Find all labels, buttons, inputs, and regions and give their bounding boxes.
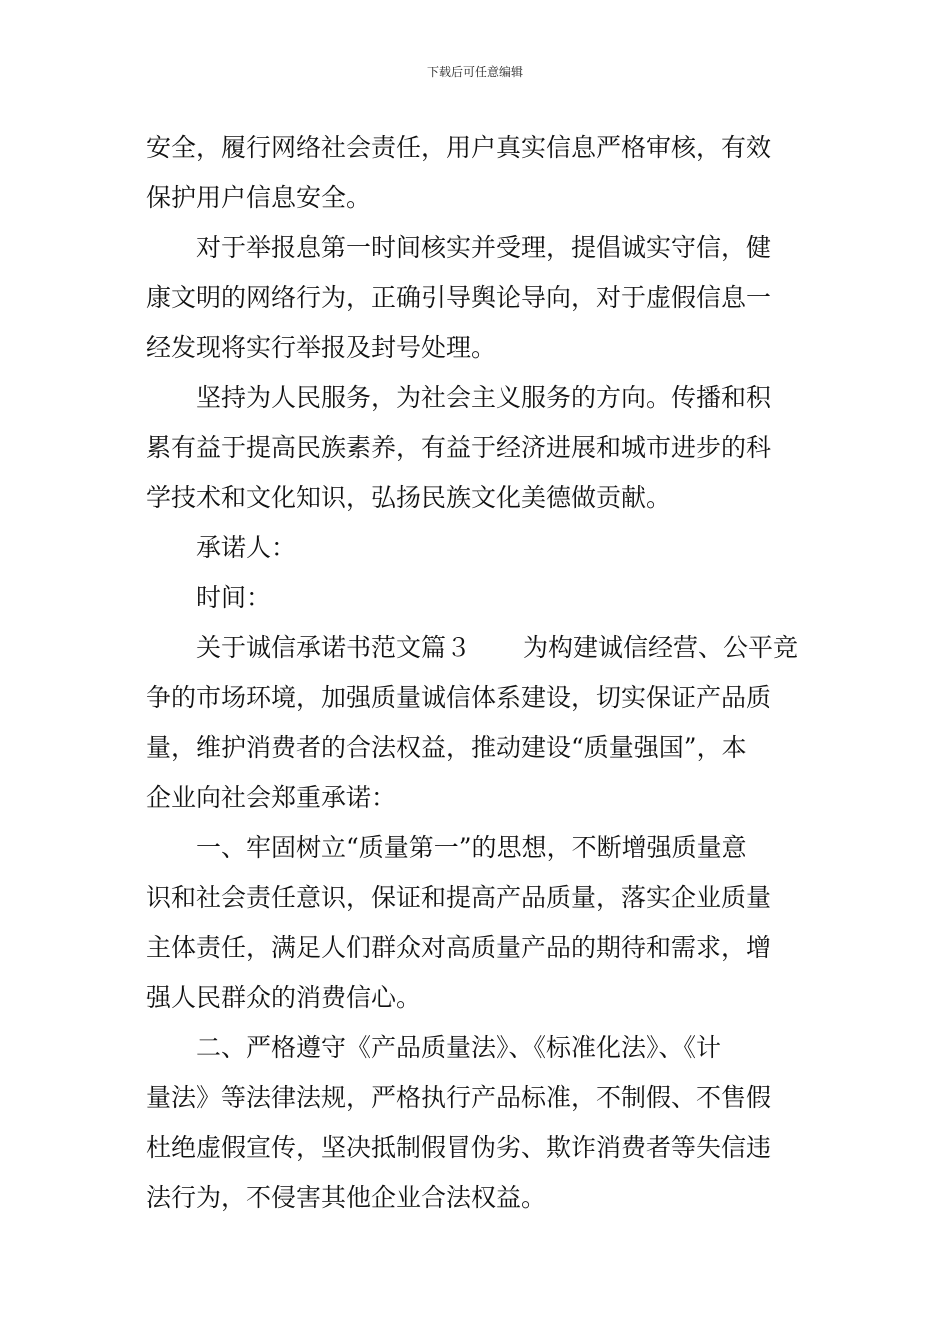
text-line: 量法》等法律法规，严格执行产品标准，不制假、不售假	[146, 1083, 772, 1112]
signer-label: 承诺人：	[196, 533, 297, 562]
date-label: 时间：	[196, 583, 272, 612]
text-line: 识和社会责任意识，保证和提高产品质量，落实企业质量	[146, 883, 772, 912]
text-line: 安全，履行网络社会责任，用户真实信息严格审核，有效	[146, 133, 772, 162]
text-line: 企业向社会郑重承诺：	[146, 783, 397, 812]
text-line: 保护用户信息安全。	[146, 183, 372, 212]
text-line: 强人民群众的消费信心。	[146, 983, 422, 1012]
text-line: 主体责任，满足人们群众对高质量产品的期待和需求，增	[146, 933, 772, 962]
text-line: 对于举报息第一时间核实并受理，提倡诚实守信，健	[196, 233, 772, 262]
text-line: 经发现将实行举报及封号处理。	[146, 333, 497, 362]
section-title: 关于诚信承诺书范文篇３	[196, 633, 472, 662]
text-line: 康文明的网络行为，正确引导舆论导向，对于虚假信息一	[146, 283, 772, 312]
section-intro: 为构建诚信经营、公平竞	[523, 633, 799, 662]
text-line: 累有益于提高民族素养，有益于经济进展和城市进步的科	[146, 433, 772, 462]
text-line: 杜绝虚假宣传，坚决抵制假冒伪劣、欺诈消费者等失信违	[146, 1133, 772, 1162]
text-line: 法行为，不侵害其他企业合法权益。	[146, 1183, 547, 1212]
text-line: 一、牢固树立“质量第一”的思想，不断增强质量意	[196, 833, 747, 862]
text-line: 争的市场环境，加强质量诚信体系建设，切实保证产品质	[146, 683, 772, 712]
text-line: 坚持为人民服务，为社会主义服务的方向。传播和积	[196, 383, 772, 412]
section-title-line	[196, 631, 798, 665]
text-line: 二、严格遵守《产品质量法》、《标准化法》、《计	[196, 1033, 722, 1062]
page-header: 下载后可任意编辑	[426, 65, 523, 79]
text-line: 量，维护消费者的合法权益，推动建设“质量强国”，本	[146, 733, 747, 762]
text-line: 学技术和文化知识，弘扬民族文化美德做贡献。	[146, 483, 672, 512]
